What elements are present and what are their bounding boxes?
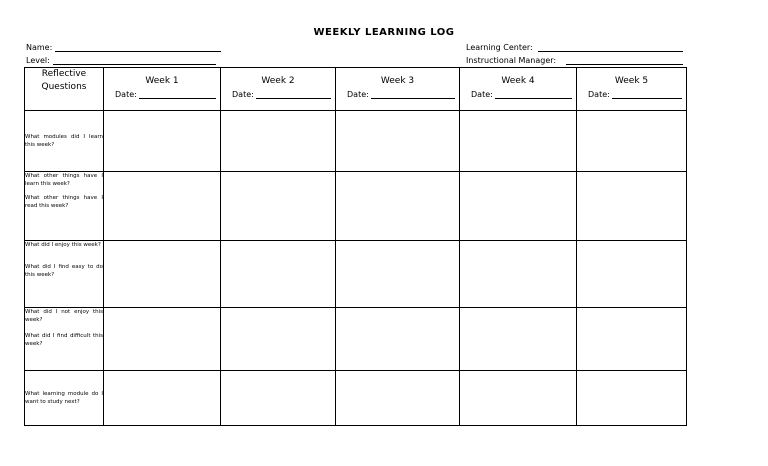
question-cell <box>25 172 104 241</box>
answer-cell[interactable] <box>221 172 336 241</box>
question-cell <box>25 241 104 308</box>
date-label: Date: <box>115 90 137 99</box>
name-label: Name: <box>26 43 53 52</box>
question-cell <box>25 308 104 371</box>
question-text: What other things have I learn this week? <box>25 173 103 187</box>
answer-cell[interactable] <box>104 172 221 241</box>
week-label: Week 2 <box>261 76 295 86</box>
answer-cell[interactable] <box>460 371 577 426</box>
answer-cell[interactable] <box>336 241 460 308</box>
date-field[interactable] <box>371 89 455 99</box>
date-field[interactable] <box>139 89 216 99</box>
table-row <box>25 371 687 426</box>
week-header <box>460 68 577 111</box>
answer-cell[interactable] <box>460 241 577 308</box>
answer-cell[interactable] <box>577 111 687 172</box>
question-text: What other things have I read this week? <box>25 195 103 209</box>
date-field[interactable] <box>612 89 682 99</box>
week-label: Week 4 <box>501 76 535 86</box>
answer-cell[interactable] <box>221 308 336 371</box>
table-row <box>25 111 687 172</box>
question-text: What did I find easy to do this week? <box>25 264 103 278</box>
answer-cell[interactable] <box>104 308 221 371</box>
answer-cell[interactable] <box>104 371 221 426</box>
answer-cell[interactable] <box>460 172 577 241</box>
answer-cell[interactable] <box>336 308 460 371</box>
header-row <box>25 68 687 111</box>
table-row <box>25 172 687 241</box>
week-label: Week 5 <box>614 76 649 86</box>
answer-cell[interactable] <box>460 111 577 172</box>
question-text: What did I find difficult this week? <box>25 333 103 347</box>
question-text: What modules did I learn this week? <box>25 134 103 148</box>
week-header <box>577 68 687 111</box>
answer-cell[interactable] <box>460 308 577 371</box>
question-text: What learning module do I want to study next? <box>25 391 103 405</box>
learning-log-table <box>24 67 687 426</box>
question-text: What did I not enjoy this week? <box>25 309 103 323</box>
answer-cell[interactable] <box>104 241 221 308</box>
date-field[interactable] <box>495 89 572 99</box>
week-header <box>104 68 221 111</box>
level-label: Level: <box>26 56 50 65</box>
answer-cell[interactable] <box>336 111 460 172</box>
learning-center-field[interactable] <box>538 51 683 52</box>
answer-cell[interactable] <box>221 111 336 172</box>
date-label: Date: <box>471 90 493 99</box>
date-label: Date: <box>232 90 254 99</box>
question-text: What did I enjoy this week? <box>25 242 101 248</box>
instructional-manager-field[interactable] <box>566 64 683 65</box>
table-row <box>25 241 687 308</box>
table-row <box>25 308 687 371</box>
week-label: Week 3 <box>380 76 415 86</box>
answer-cell[interactable] <box>577 172 687 241</box>
instructional-manager-label: Instructional Manager: <box>466 56 557 65</box>
level-field[interactable] <box>53 64 216 65</box>
week-header <box>221 68 336 111</box>
question-cell <box>25 111 104 172</box>
answer-cell[interactable] <box>221 371 336 426</box>
learning-center-label: Learning Center: <box>466 43 533 52</box>
answer-cell[interactable] <box>336 371 460 426</box>
answer-cell[interactable] <box>577 371 687 426</box>
name-field[interactable] <box>55 51 221 52</box>
answer-cell[interactable] <box>104 111 221 172</box>
answer-cell[interactable] <box>221 241 336 308</box>
answer-cell[interactable] <box>577 241 687 308</box>
answer-cell[interactable] <box>577 308 687 371</box>
date-label: Date: <box>347 90 369 99</box>
week-label: Week 1 <box>145 76 179 86</box>
date-label: Date: <box>588 90 610 99</box>
date-field[interactable] <box>256 89 331 99</box>
question-cell <box>25 371 104 426</box>
answer-cell[interactable] <box>336 172 460 241</box>
page-title: WEEKLY LEARNING LOG <box>313 27 455 38</box>
reflective-questions-header: Reflective Questions <box>25 68 104 111</box>
week-header <box>336 68 460 111</box>
